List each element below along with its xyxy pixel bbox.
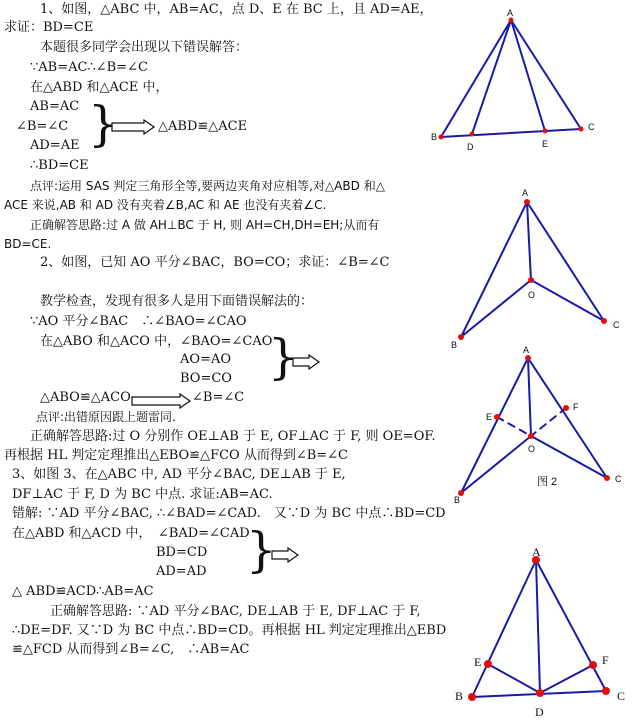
fig3-label-f: F <box>573 402 579 412</box>
fig1-label-a: A <box>507 8 514 18</box>
p2-intro: 教学检查，发现有很多人是用下面错误解法的： <box>40 294 314 309</box>
fig2-label-a: A <box>522 188 529 198</box>
p3-step2: 在△ABD 和△ACD 中， ∠BAD=∠CAD <box>12 526 250 541</box>
p1-prove: 求证：BD=CE <box>4 20 94 35</box>
fig3-caption: 图 2 <box>537 476 558 488</box>
fig4-triangle <box>472 560 606 697</box>
p1-step1: ∵AB=AC∴∠B=∠C <box>30 60 148 75</box>
p1-result: △ABD≌△ACE <box>158 119 248 134</box>
p1-intro: 本题很多同学会出现以下错误解答： <box>40 40 249 55</box>
p1-comment2: ACE 来说,AB 和 AD 没有夹着∠B,AC 和 AE 也没有夹着∠C. <box>4 198 327 212</box>
fig1-label-c: C <box>588 122 595 132</box>
p3-correct2: ∴DE=DF. 又∵D 为 BC 中点∴BD=CD。再根据 HL 判定定理推出△EBD <box>12 623 447 638</box>
fig4-label-a: A <box>532 545 541 559</box>
fig3-label-e: E <box>486 412 493 422</box>
fig3-label-c: C <box>615 474 622 484</box>
p2-step2: 在△ABO 和△ACO 中，∠BAO=∠CAO <box>40 334 273 349</box>
fig3-label-b: B <box>454 495 461 505</box>
fig1-label-b: B <box>431 132 438 142</box>
fig2-label-o: O <box>528 290 536 300</box>
fig2-shape <box>461 202 604 337</box>
p2-title: 2、如图，已知 AO 平分∠BAC，BO=CO；求证：∠B=∠C <box>40 255 390 270</box>
fig4-label-c: C <box>617 689 626 703</box>
p3-result: △ ABD≌ACD∴AB=AC <box>12 584 154 599</box>
fig1-label-e: E <box>542 139 549 149</box>
p2-correct1: 正确解答思路:过 O 分别作 OE⊥AB 于 E, OF⊥AC 于 F, 则 OE=OF. <box>30 429 436 444</box>
p3-brace: } <box>246 522 277 578</box>
fig2-label-b: B <box>451 340 458 350</box>
p3-wrong: 错解: ∵AD 平分∠BAC, ∴∠BAD=∠CAD. 又∵D 为 BC 中点∴BD=CD <box>12 506 446 521</box>
fig3-label-o: O <box>528 444 536 454</box>
p2-result-right: ∠B=∠C <box>192 390 245 405</box>
fig4-label-f: F <box>602 653 609 667</box>
p3-cond3: AD=AD <box>156 564 207 579</box>
p2-result-left: △ABO≌△ACO <box>40 390 131 405</box>
p2-comment: 点评:出错原因跟上题雷同. <box>36 410 176 424</box>
p3-cond2: BD=CD <box>156 545 208 560</box>
fig1-label-d: D <box>467 142 474 152</box>
p3-title2: DF⊥AC 于 F, D 为 BC 中点. 求证:AB=AC. <box>12 487 273 502</box>
p2-cond2: AO=AO <box>180 352 231 367</box>
fig4-label-e: E <box>474 655 482 669</box>
p2-cond3: BO=CO <box>180 371 232 386</box>
fig4-label-b: B <box>455 689 464 703</box>
p1-cond1: AB=AC <box>30 99 80 114</box>
p2-brace: } <box>268 329 299 385</box>
p1-correct1: 正确解答思路:过 A 做 AH⊥BC 于 H, 则 AH=CH,DH=EH;从而有 <box>30 218 380 232</box>
p3-correct1: 正确解答思路: ∵AD 平分∠BAC, DE⊥AB 于 E, DF⊥AC 于 F, <box>50 604 421 619</box>
p1-concl: ∴BD=CE <box>30 158 89 173</box>
p1-cond3: AD=AE <box>30 138 80 153</box>
p3-correct3: ≌△FCD 从而得到∠B=∠C, ∴AB=AC <box>12 642 250 657</box>
fig3-shape <box>461 358 607 493</box>
p2-step1: ∵AO 平分∠BAC ∴∠BAO=∠CAO <box>30 314 247 329</box>
p1-title: 1、如图，△ABC 中，AB=AC，点 D、E 在 BC 上，且 AD=AE， <box>40 2 433 17</box>
p2-correct2: 再根据 HL 判定定理推出△EBO≌△FCO 从而得到∠B=∠C <box>4 448 348 463</box>
p1-cond2: ∠B=∠C <box>16 119 69 134</box>
p3-title: 3、如图 3、在△ABC 中, AD 平分∠BAC, DE⊥AB 于 E, <box>12 467 346 482</box>
p1-brace: } <box>88 96 119 152</box>
p1-comment1: 点评:运用 SAS 判定三角形全等,要两边夹角对应相等,对△ABD 和△ <box>30 179 385 193</box>
fig1-triangle <box>441 20 581 137</box>
fig3-label-a: A <box>523 345 530 355</box>
p1-correct2: BD=CE. <box>4 237 52 251</box>
p1-step2: 在△ABD 和△ACE 中， <box>30 80 169 95</box>
fig4-label-d: D <box>535 705 544 719</box>
fig2-label-c: C <box>613 320 620 330</box>
